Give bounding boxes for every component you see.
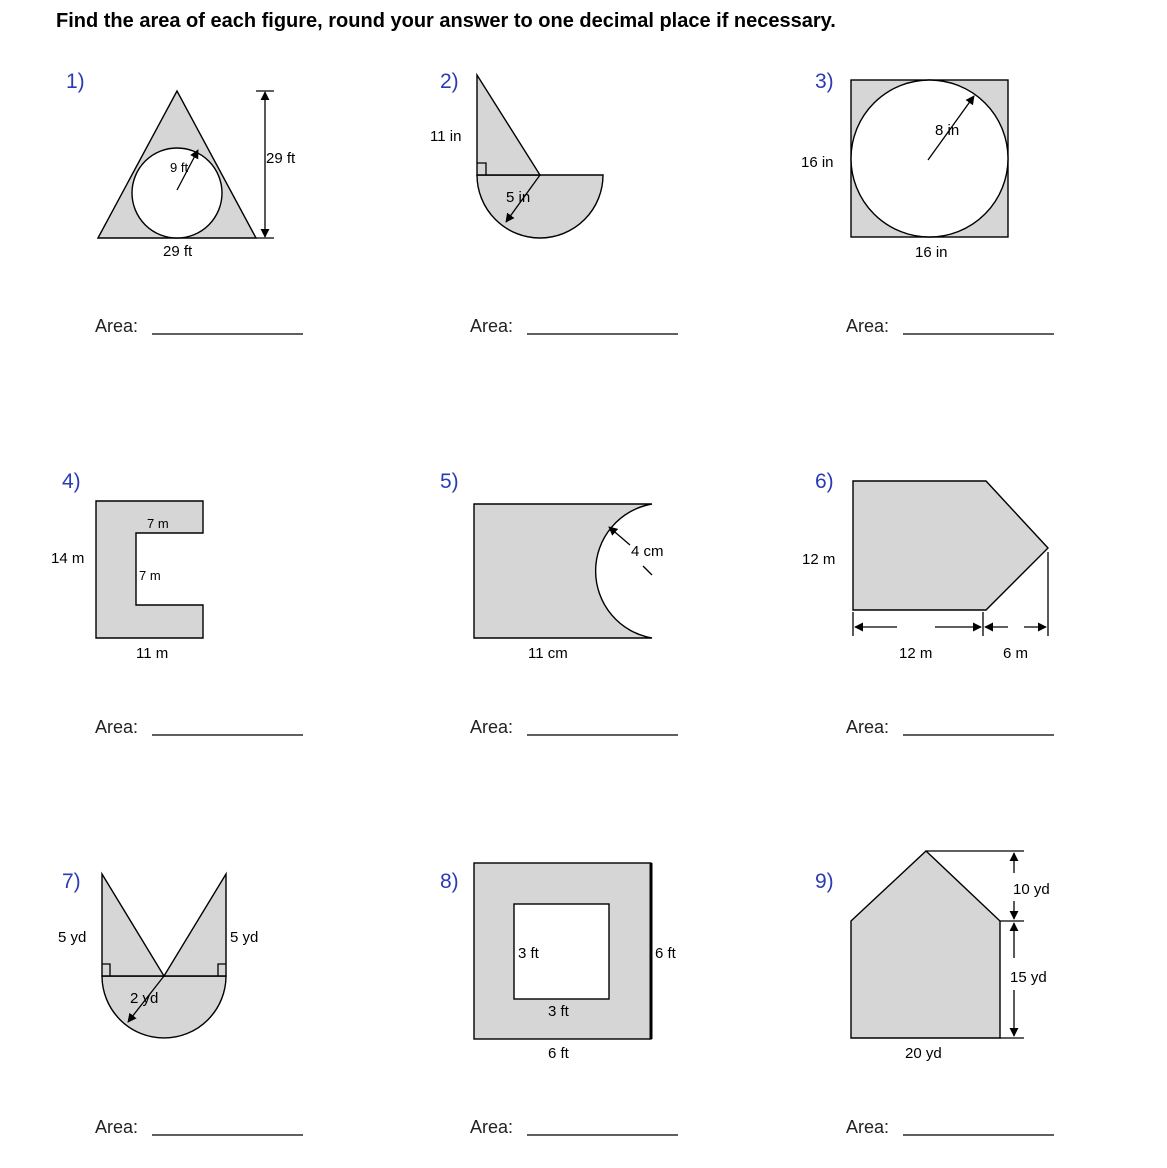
figure-label: 16 in <box>801 154 834 171</box>
figure-label: 14 m <box>51 550 85 567</box>
area-label: Area: <box>470 717 514 737</box>
area-label: Area: <box>95 316 139 336</box>
problem-number: 9) <box>815 870 834 893</box>
figure-label: 6 ft <box>655 945 676 962</box>
figure-label: 11 cm <box>528 645 568 662</box>
area-label: Area: <box>846 1117 890 1137</box>
figure-label: 11 m <box>136 645 169 662</box>
area-label: Area: <box>95 1117 139 1137</box>
figure-label: 7 m <box>139 568 161 583</box>
figure-label: 29 ft <box>266 150 296 167</box>
figure-label: 12 m <box>802 551 836 568</box>
problem-9 <box>815 851 1054 1137</box>
figure-label: 3 ft <box>548 1003 569 1020</box>
problem-number: 2) <box>440 70 459 93</box>
problem-7 <box>58 870 303 1137</box>
figure-label: 5 yd <box>230 929 259 946</box>
problem-1 <box>66 70 303 336</box>
house-figure <box>851 851 1000 1038</box>
figure-label: 11 in <box>430 128 462 145</box>
area-label: Area: <box>95 717 139 737</box>
triangle-figure <box>477 75 540 175</box>
semicircle-figure <box>477 175 603 238</box>
figure-label: 4 cm <box>631 543 664 560</box>
radius-arrow <box>609 527 630 545</box>
problem-2 <box>430 70 678 336</box>
figure-label: 10 yd <box>1013 881 1050 898</box>
figure-label: 2 yd <box>130 990 159 1007</box>
figure-label: 7 m <box>147 516 169 531</box>
problem-5 <box>440 470 678 737</box>
figure-label: 5 yd <box>58 929 87 946</box>
figure-label: 12 m <box>899 645 933 662</box>
figure-label: 6 ft <box>548 1045 569 1062</box>
semicircle-figure <box>102 976 226 1038</box>
problem-6 <box>802 470 1054 737</box>
triangle-figure-right <box>164 874 226 976</box>
figure-label: 8 in <box>935 122 960 139</box>
problem-number: 4) <box>62 470 81 493</box>
problem-number: 7) <box>62 870 81 893</box>
problem-number: 8) <box>440 870 459 893</box>
problem-8 <box>440 863 678 1137</box>
problem-number: 1) <box>66 70 85 93</box>
problem-number: 3) <box>815 70 834 93</box>
area-label: Area: <box>846 717 890 737</box>
figure-label: 20 yd <box>905 1045 942 1062</box>
figure-label: 5 in <box>506 189 531 206</box>
area-label: Area: <box>846 316 890 336</box>
pentagon-figure <box>853 481 1048 610</box>
problem-4 <box>51 470 303 737</box>
figure-label: 3 ft <box>518 945 539 962</box>
area-label: Area: <box>470 316 514 336</box>
area-label: Area: <box>470 1117 514 1137</box>
rectangle-with-semicircle-cutout <box>474 504 652 638</box>
figure-label: 6 m <box>1003 645 1029 662</box>
radius-pointer <box>643 566 652 575</box>
figure-label: 29 ft <box>163 243 193 260</box>
figure-label: 9 ft <box>170 160 189 175</box>
problem-number: 6) <box>815 470 834 493</box>
problem-3 <box>801 70 1054 336</box>
figure-label: 15 yd <box>1010 969 1047 986</box>
figure-label: 16 in <box>915 244 948 261</box>
triangle-figure-left <box>102 874 164 976</box>
problem-number: 5) <box>440 470 459 493</box>
instructions: Find the area of each figure, round your answer to one decimal place if necessary. <box>56 10 836 32</box>
